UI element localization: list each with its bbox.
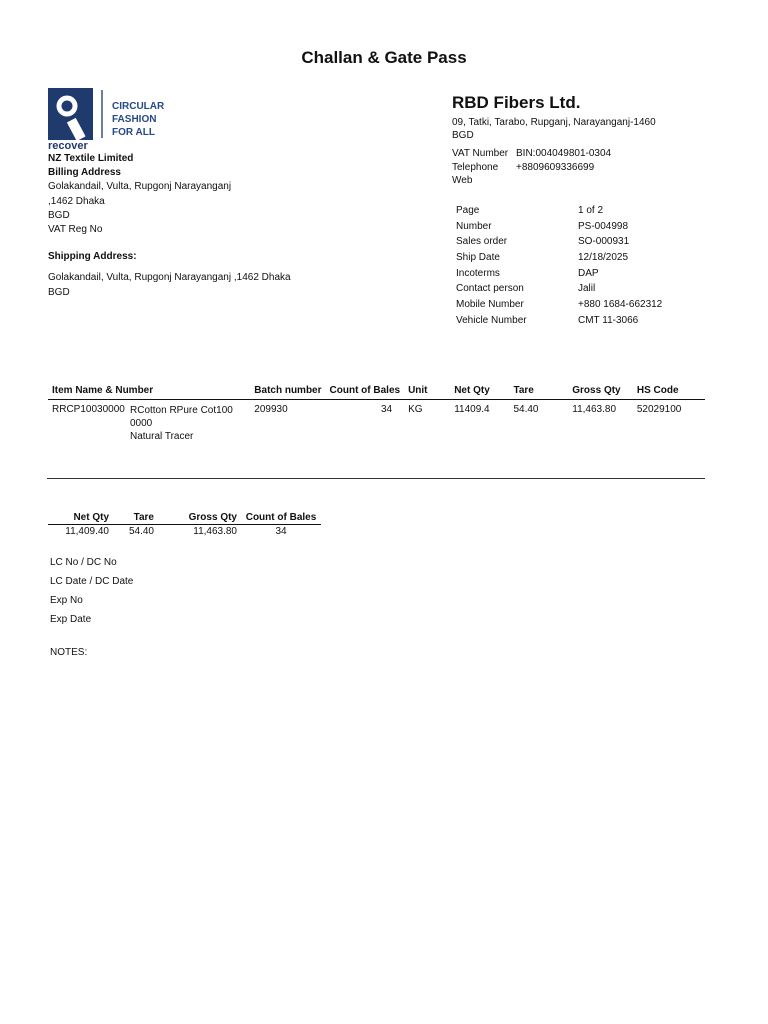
items-header-row bbox=[48, 383, 705, 400]
customer-name: NZ Textile Limited bbox=[48, 153, 134, 164]
info-row-ship-date bbox=[456, 250, 662, 266]
info-row-number bbox=[456, 219, 662, 235]
telephone-label: Telephone bbox=[452, 161, 499, 173]
lc-date-label: LC Date / DC Date bbox=[50, 576, 134, 587]
items-table bbox=[48, 383, 705, 447]
info-value: DAP bbox=[578, 267, 599, 279]
info-row-contact-person bbox=[456, 281, 662, 297]
bales-cell: 34 bbox=[380, 404, 393, 415]
company-contact bbox=[452, 147, 611, 188]
company-country: BGD bbox=[452, 130, 474, 141]
exp-no-label: Exp No bbox=[50, 595, 83, 606]
logo-tagline-1: CIRCULAR bbox=[112, 101, 165, 112]
info-label: Mobile Number bbox=[456, 299, 524, 311]
billing-heading: Billing Address bbox=[48, 167, 121, 179]
info-value: SO-000931 bbox=[578, 236, 630, 248]
col-bales: Count of Bales bbox=[326, 383, 405, 400]
item-name-line-2: Natural Tracer bbox=[130, 431, 194, 442]
recover-logo bbox=[48, 88, 168, 150]
company-name: RBD Fibers Ltd. bbox=[452, 93, 581, 112]
batch-cell: 209930 bbox=[254, 404, 288, 415]
summary-col-gross: Gross Qty bbox=[158, 511, 241, 525]
reference-fields bbox=[50, 556, 133, 632]
summary-row bbox=[48, 525, 321, 539]
tare-cell: 54.40 bbox=[513, 404, 539, 415]
item-cell bbox=[48, 400, 250, 448]
logo-tagline-2: FASHION bbox=[112, 114, 157, 125]
table-row bbox=[48, 400, 705, 448]
col-batch: Batch number bbox=[250, 383, 325, 400]
gross-cell: 11,463.80 bbox=[572, 404, 617, 415]
telephone-row bbox=[452, 161, 611, 175]
info-label: Vehicle Number bbox=[456, 314, 527, 326]
info-value: CMT 11-3066 bbox=[578, 314, 639, 326]
telephone-value: +8809609336699 bbox=[516, 161, 595, 173]
info-value: PS-004998 bbox=[578, 220, 629, 232]
summary-col-net: Net Qty bbox=[48, 511, 113, 525]
billing-line-2: ,1462 Dhaka bbox=[48, 195, 105, 207]
vat-value: BIN:004049801-0304 bbox=[516, 148, 612, 159]
net-cell: 11409.4 bbox=[454, 404, 490, 415]
col-item: Item Name & Number bbox=[48, 383, 250, 400]
info-label: Sales order bbox=[456, 236, 508, 248]
web-row bbox=[452, 174, 611, 188]
exp-date-label: Exp Date bbox=[50, 614, 92, 625]
col-gross: Gross Qty bbox=[568, 383, 633, 400]
info-label: Ship Date bbox=[456, 252, 500, 264]
info-value: 12/18/2025 bbox=[578, 252, 629, 264]
info-row-page bbox=[456, 203, 662, 219]
col-hs: HS Code bbox=[633, 383, 705, 400]
info-row-mobile bbox=[456, 297, 662, 313]
info-label: Incoterms bbox=[456, 267, 500, 279]
billing-country: BGD bbox=[48, 209, 70, 221]
shipping-line-1: Golakandail, Vulta, Rupgonj Narayanganj ,1462 Dhaka bbox=[48, 272, 291, 284]
summary-col-bales: Count of Bales bbox=[241, 511, 321, 525]
summary-tare: 54.40 bbox=[128, 526, 154, 537]
info-row-incoterms bbox=[456, 266, 662, 282]
col-net: Net Qty bbox=[450, 383, 509, 400]
item-code: RRCP10030000 bbox=[52, 404, 125, 415]
item-name-line-1: RCotton RPure Cot100 0000 bbox=[130, 405, 233, 429]
customer-block bbox=[48, 152, 348, 300]
summary-header-row bbox=[48, 511, 321, 525]
info-value: 1 of 2 bbox=[578, 205, 604, 216]
summary-bales: 34 bbox=[275, 526, 287, 537]
info-value: +880 1684-662312 bbox=[578, 299, 663, 311]
hs-cell: 52029100 bbox=[636, 404, 682, 415]
vat-row bbox=[452, 147, 611, 161]
lc-no-label: LC No / DC No bbox=[50, 557, 117, 568]
vat-label: VAT Number bbox=[452, 148, 509, 159]
summary-col-tare: Tare bbox=[113, 511, 158, 525]
section-divider bbox=[47, 478, 705, 479]
shipping-country: BGD bbox=[48, 286, 70, 298]
summary-net: 11,409.40 bbox=[65, 526, 109, 537]
logo-tagline-3: FOR ALL bbox=[112, 127, 155, 138]
company-address-line: 09, Tatki, Tarabo, Rupganj, Narayanganj-1460 bbox=[452, 117, 656, 128]
info-label: Page bbox=[456, 205, 480, 216]
vat-reg-label: VAT Reg No bbox=[48, 224, 103, 236]
info-row-vehicle bbox=[456, 313, 662, 329]
shipping-heading: Shipping Address: bbox=[48, 251, 137, 263]
billing-line-1: Golakandail, Vulta, Rupgonj Narayanganj bbox=[48, 181, 232, 193]
unit-cell: KG bbox=[408, 404, 423, 415]
notes-label: NOTES: bbox=[50, 647, 88, 658]
info-label: Number bbox=[456, 220, 492, 232]
web-label: Web bbox=[452, 175, 473, 186]
company-address bbox=[452, 116, 656, 142]
document-title: Challan & Gate Pass bbox=[301, 48, 467, 67]
info-row-sales-order bbox=[456, 234, 662, 250]
col-tare: Tare bbox=[509, 383, 568, 400]
info-value: Jalil bbox=[578, 283, 596, 295]
summary-table bbox=[48, 511, 321, 538]
document-info bbox=[456, 203, 662, 329]
col-unit: Unit bbox=[404, 383, 450, 400]
logo-wordmark: recover bbox=[48, 140, 88, 150]
summary-gross: 11,463.80 bbox=[193, 526, 237, 537]
info-label: Contact person bbox=[456, 283, 524, 295]
